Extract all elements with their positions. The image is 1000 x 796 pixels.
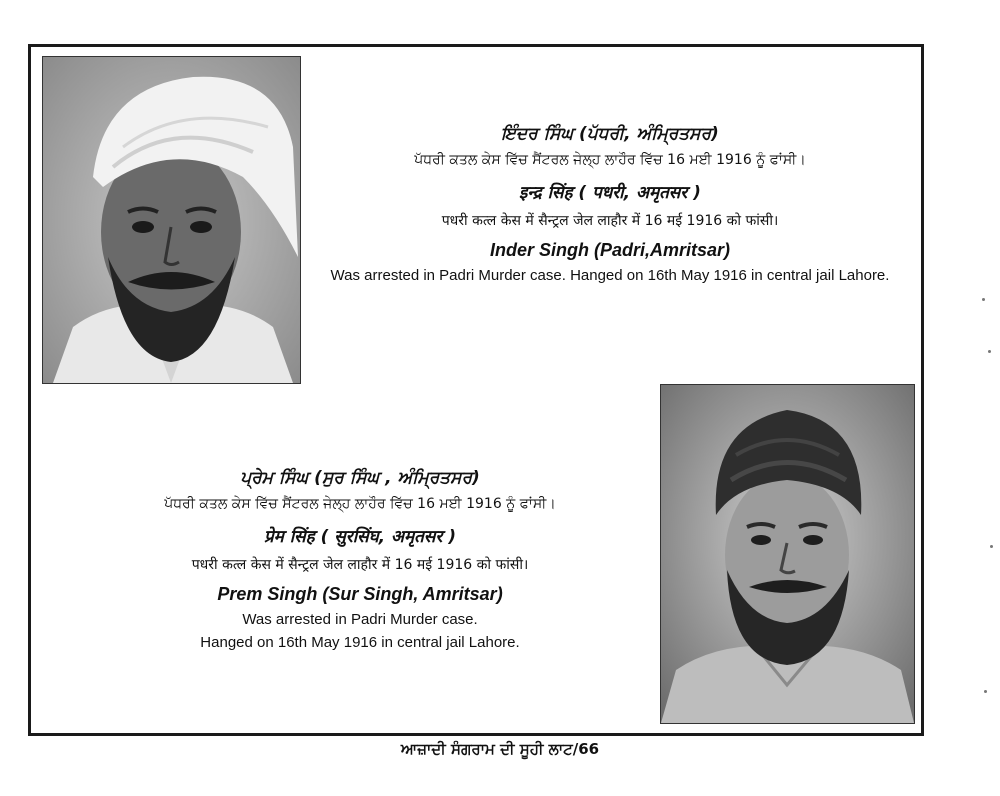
name-english: Inder Singh (Padri,Amritsar) [489,240,731,260]
entry-inder-singh [302,124,918,290]
scan-speck [988,350,991,353]
name-english: Prem Singh (Sur Singh, Amritsar) [217,584,503,604]
scan-speck [982,298,985,301]
name-punjabi: ਇੰਦਰ ਸਿੰਘ (ਪੱਧਰੀ, ਅੰਮ੍ਰਿਤਸਰ) [501,124,719,144]
description-hindi: पधरी कत्ल केस में सैन्ट्रल जेल लाहौर में 16 मई 1916 को फांसी। [441,213,779,229]
portrait-prem-singh [660,384,915,724]
scan-speck [984,690,987,693]
portrait-inder-singh [42,56,301,384]
name-punjabi: ਪ੍ਰੇਮ ਸਿੰਘ (ਸੁਰ ਸਿੰਘ , ਅੰਮ੍ਰਿਤਸਰ) [240,468,480,488]
portrait-inder-singh-image [43,57,300,383]
entry-prem-singh [100,468,620,657]
description-english: Was arrested in Padri Murder case. Hanged on 16th May 1916 in central jail Lahore. [330,267,890,284]
page-footer: ਆਜ਼ਾਦੀ ਸੰਗਰਾਮ ਦੀ ਸੂਹੀ ਲਾਟ/66 [400,740,600,758]
scan-speck [990,545,993,548]
description-hindi: पधरी कत्ल केस में सैन्ट्रल जेल लाहौर में 16 मई 1916 को फांसी। [191,557,529,573]
name-hindi: प्रेम सिंह ( सुरसिंघ, अमृतसर ) [263,527,457,547]
description-punjabi: ਪੱਧਰੀ ਕਤਲ ਕੇਸ ਵਿੱਚ ਸੈਂਟਰਲ ਜੇਲ੍ਹ ਲਾਹੌਰ ਵਿੱਚ 16 ਮਈ 1916 ਨੂੰ ਫਾਂਸੀ। [414,152,806,168]
name-hindi: इन्द्र सिंह ( पधरी, अमृतसर ) [519,183,701,203]
portrait-prem-singh-image [661,385,914,723]
description-punjabi: ਪੱਧਰੀ ਕਤਲ ਕੇਸ ਵਿੱਚ ਸੈਂਟਰਲ ਜੇਲ੍ਹ ਲਾਹੌਰ ਵਿੱਚ 16 ਮਈ 1916 ਨੂੰ ਫਾਂਸੀ। [164,496,556,512]
description-english-line-1: Was arrested in Padri Murder case. [242,611,478,628]
description-english-line-2: Hanged on 16th May 1916 in central jail Lahore. [200,634,520,651]
